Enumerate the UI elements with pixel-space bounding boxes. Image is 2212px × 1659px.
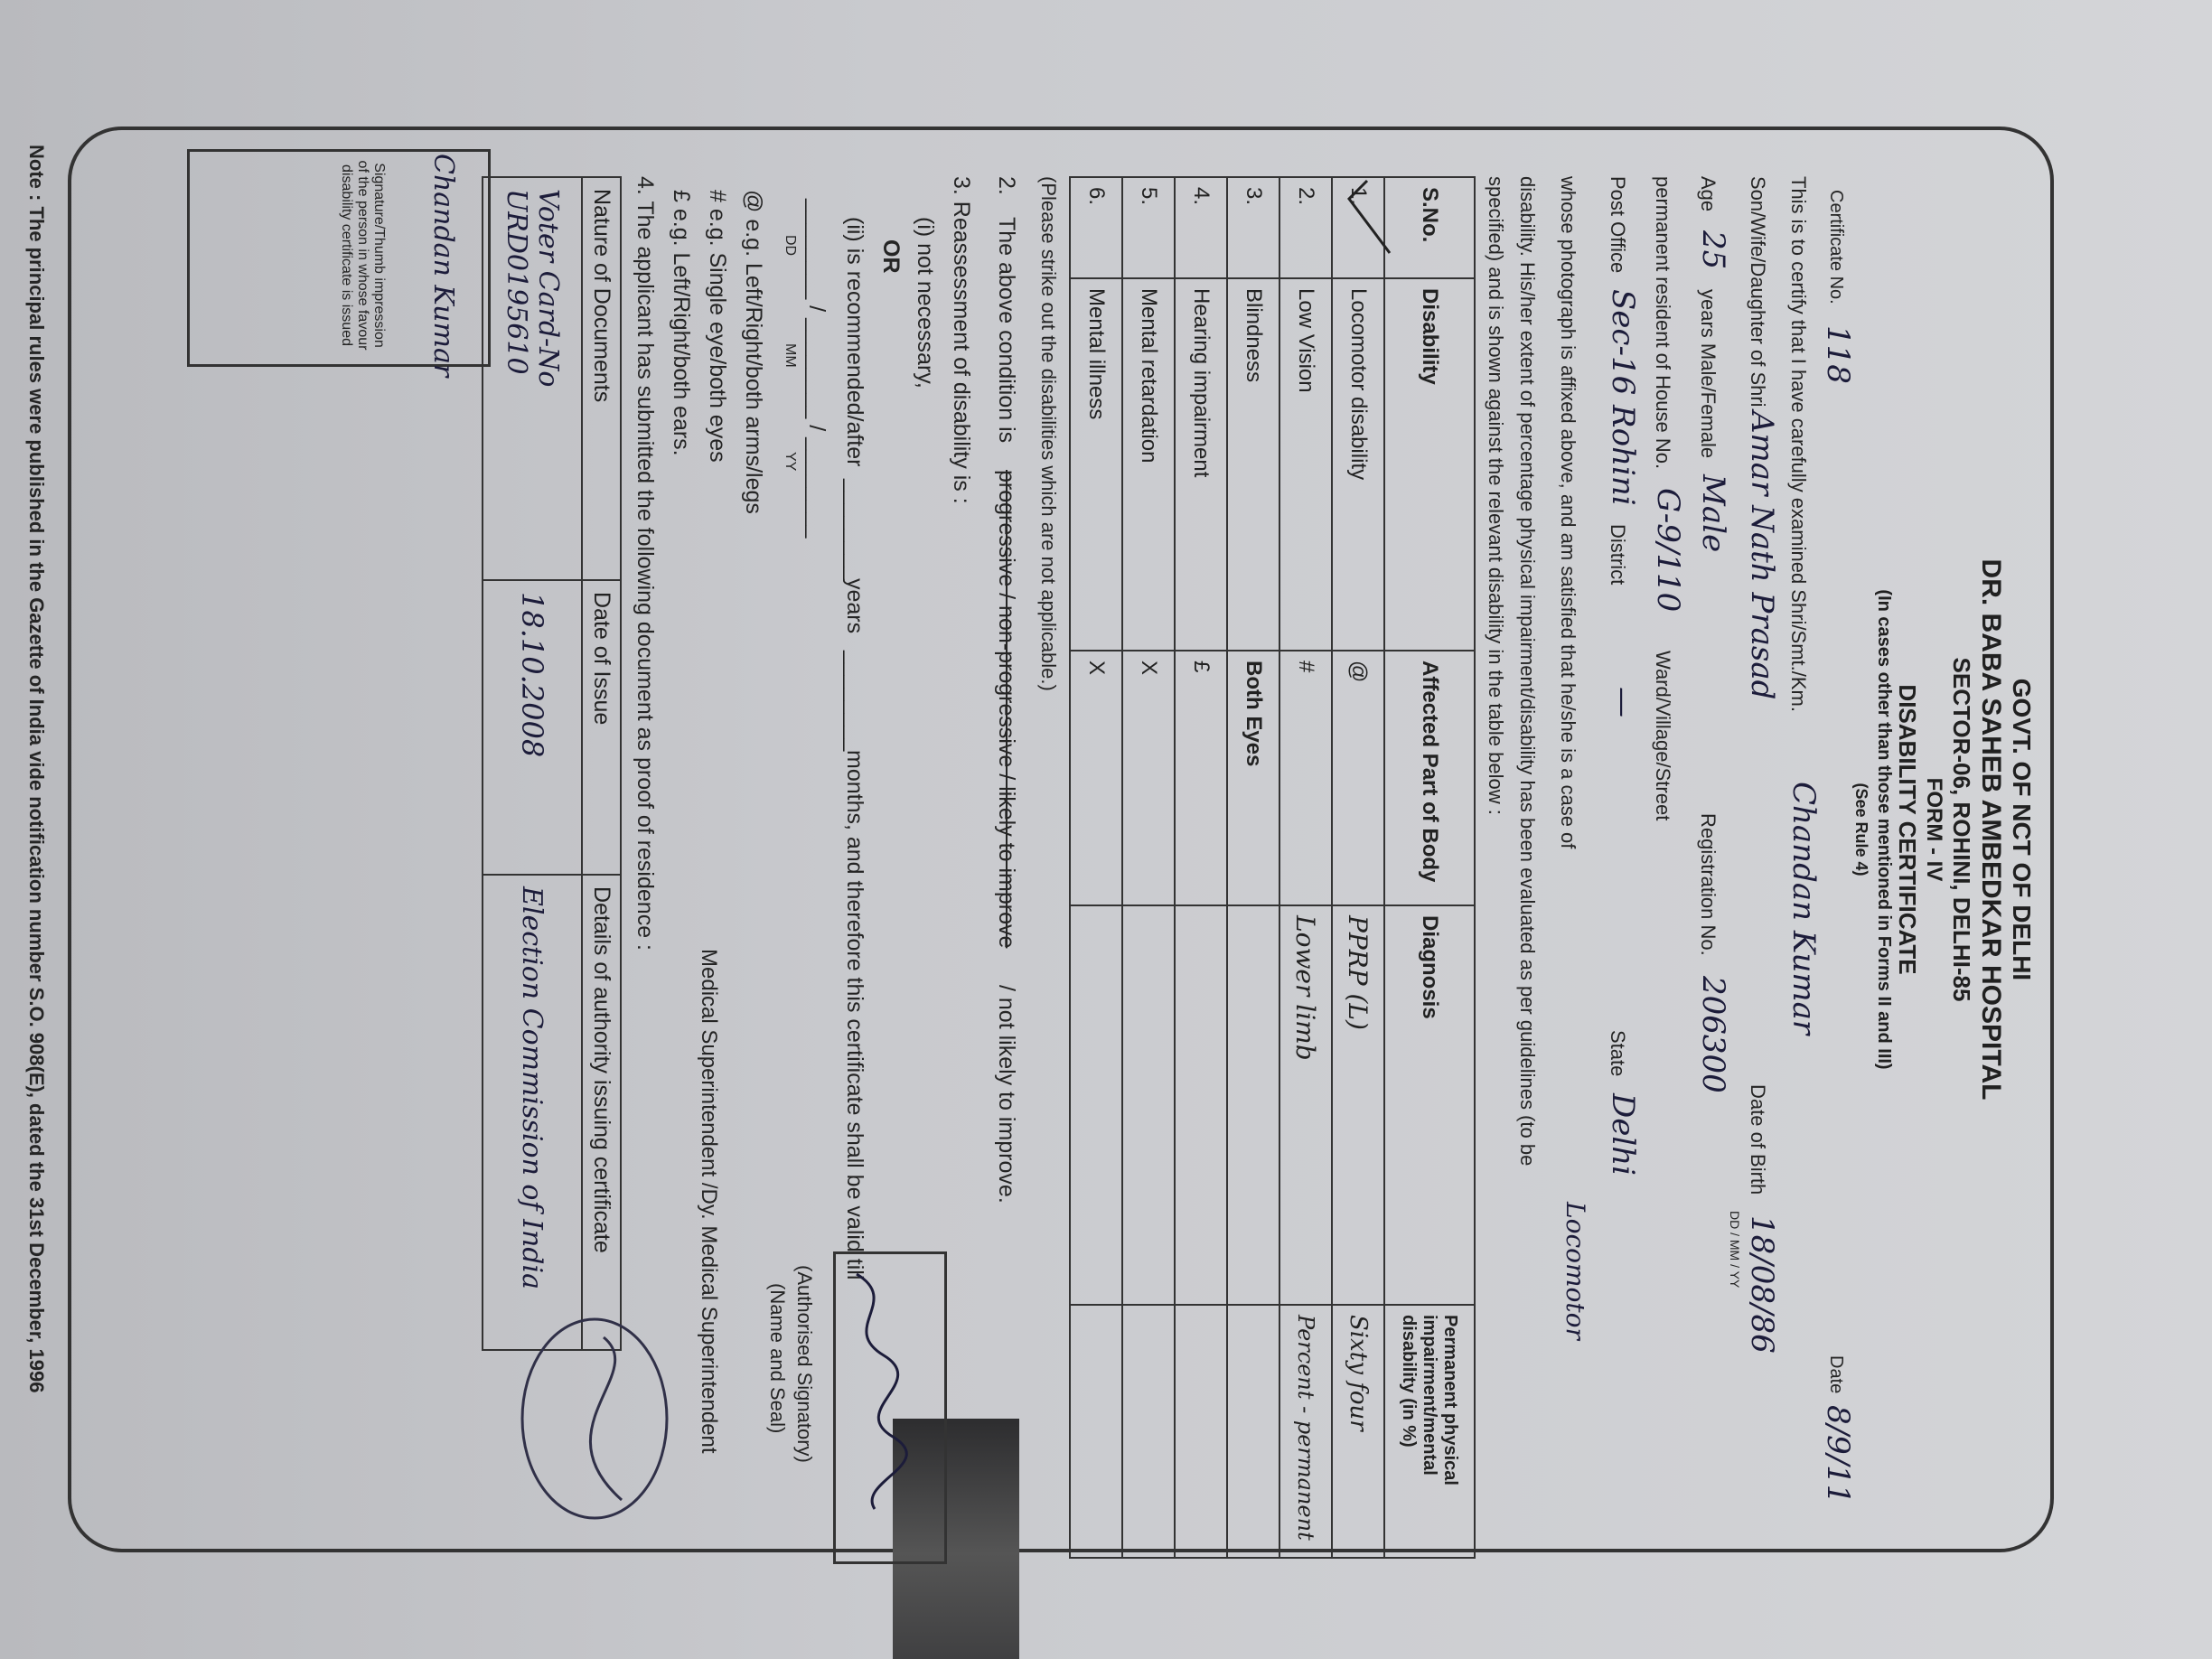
gender-value: Male <box>1695 474 1731 553</box>
row-part: # <box>1279 651 1332 905</box>
paragraph-4: 4. The applicant has submitted the following document as proof of residence : <box>633 176 658 951</box>
row-part: X <box>1070 651 1122 905</box>
certificate-sheet: GOVT. OF NCT OF DELHI DR. BABA SAHEB AMBEDKAR HOSPITAL SECTOR-06, ROHINI, DELHI-85 FORM - IV DISABILITY CERTIFICATE (In cases other than those mentioned in Forms II and III) (See Rule 4) Certificate No. 118 Date 8/9/11 This is to certify that I have carefully examined Shri/Smt./Km. Chandan Kumar Son/Wife/Daughter of Shri Amar Nath Prasad Date of Birth 18/08/86 DD / MM / YY Age 25 years Male/Female Male Registration No. 206300 permanent resident of House No. G-9/110 Ward/Village/Street Post Office Sec-16 Rohini District — State Delhi whose photograph is affixed above, and am satisfied that he/she is a case of Locomotor disability. His/her extent of percentage physical impairment/disability has been evaluated as per guidelines (to be specified) and is shown against the relevant disability in the table below : S.No. Disability Affected Part of Body Diagnosis Permanent physical impairment/mental disability (in %) 1. Locomotor disability @ PPRP (L) Sixty four 2. Low Vision # Lower limb Percent - permanent 3. Blindness Both Eyes 4. Hearing impairment £ 5. Mental retardation X 6. Mental illness X (Please strike out the disabilities which are not applicable.) 2. The above condition is progressive / non-progressive / likely to improve / not likely to improve. 3. Reassessment of disability is : (i) not necessary, OR (ii) is recommended/after ________ years ________ months, and therefore this certificate shall be valid till ________ / ________ / ________ DD MM YY @ e.g. Left/Right/both arms/legs # e.g. Single eye/both eyes £ e.g. Left/Right/both ears. 4. The applicant has submitted the following document as proof of residence : Nature of Documents Date of Issue Details of authority issuing certificate Voter Card-No URD0195610 18.10.2008 Election Commission of India (Authorised Signatory) (Name and Seal) Medical Superintendent /Dy. Medical Superintendent Chandan Kumar Signature/Thumb impression of the person in whose favour disability certificate is issued Note : The principal rules were published in the Gazette of India vide notification number S.O. 908(E), dated the 31st December, 1996 <box>0 0 2212 1659</box>
official-seal <box>504 1301 685 1536</box>
evaluation-line: disability. His/her extent of percentage physical impairment/disability has been evaluated as per guidelines (to be <box>1516 176 1539 1167</box>
patient-name: Chandan Kumar <box>1786 782 1822 1036</box>
certify-line: This is to certify that I have carefully examined Shri/Smt./Km. <box>1787 176 1810 712</box>
or-label: OR <box>878 239 904 274</box>
thumb-caption: Signature/Thumb impression of the person in whose favour disability certificate is issued <box>339 160 387 351</box>
header-disability: Disability <box>1384 278 1475 651</box>
table-row <box>1070 177 1122 1558</box>
date-label: Date <box>1826 1355 1846 1394</box>
row-percent: Percent - permanent <box>1279 1305 1332 1558</box>
document-authority: Election Commission of India <box>483 875 582 1350</box>
header-percent: Permanent physical impairment/mental disability (in %) <box>1384 1305 1475 1558</box>
header-hospital: DR. BABA SAHEB AMBEDKAR HOSPITAL <box>1976 558 2006 1101</box>
header-affected-part: Affected Part of Body <box>1384 651 1475 905</box>
header-nature-of-documents: Nature of Documents <box>582 177 621 580</box>
header-sno: S.No. <box>1384 177 1475 278</box>
table-row <box>483 177 582 1350</box>
row-disability: Hearing impairment <box>1175 278 1227 651</box>
reassessment-not-necessary: (i) not necessary, <box>913 217 938 389</box>
row-percent <box>1122 1305 1175 1558</box>
row-diagnosis: PPRP (L) <box>1332 905 1384 1305</box>
row-diagnosis <box>1175 905 1227 1305</box>
document-date: 18.10.2008 <box>483 580 582 875</box>
registration-label: Registration No. <box>1697 813 1720 956</box>
row-percent: Sixty four <box>1332 1305 1384 1558</box>
row-percent <box>1070 1305 1122 1558</box>
mm-label: MM <box>783 343 798 368</box>
row-disability: Mental retardation <box>1122 278 1175 651</box>
post-office-value: Sec-16 Rohini <box>1605 289 1641 506</box>
state-label: State <box>1607 1030 1629 1077</box>
strike-note: (Please strike out the disabilities which are not applicable.) <box>1037 176 1060 691</box>
authority-signature <box>830 1265 911 1518</box>
yy-label: YY <box>783 452 798 472</box>
house-no: G-9/110 <box>1650 488 1686 613</box>
row-diagnosis <box>1070 905 1122 1305</box>
years-label: years <box>842 578 867 634</box>
dob-units: DD / MM / YY <box>1728 1211 1742 1289</box>
table-row <box>1332 177 1384 1558</box>
row-diagnosis: Lower limb <box>1279 905 1332 1305</box>
post-office-label: Post Office <box>1607 176 1629 274</box>
row-percent <box>1227 1305 1279 1558</box>
paragraph-2-struck-options: progressive / non-progressive / likely to improve <box>994 470 1019 949</box>
table-intro-line: specified) and is shown against the relevant disability in the table below : <box>1485 176 1507 815</box>
example-ears: £ e.g. Left/Right/both ears. <box>669 190 694 456</box>
header-govt: GOVT. OF NCT OF DELHI <box>2008 678 2036 981</box>
row-sno: 3. <box>1227 177 1279 278</box>
date-value: 8/9/11 <box>1820 1405 1856 1504</box>
row-sno: 2. <box>1279 177 1332 278</box>
paragraph-2-number: 2. <box>994 176 1019 195</box>
header-subtitle: (In cases other than those mentioned in Forms II and III) <box>1874 589 1894 1070</box>
header-title: DISABILITY CERTIFICATE <box>1894 684 1921 975</box>
row-part: Both Eyes <box>1227 651 1279 905</box>
photograph-line: whose photograph is affixed above, and am satisfied that he/she is a case of <box>1557 176 1579 849</box>
footer-note: Note : The principal rules were published in the Gazette of India vide notification number S.O. 908(E), dated the 31st December, 1996 <box>25 145 48 1393</box>
row-part: @ <box>1332 651 1384 905</box>
row-percent <box>1175 1305 1227 1558</box>
row-disability: Mental illness <box>1070 278 1122 651</box>
header-authority: Details of authority issuing certificate <box>582 875 621 1350</box>
state-value: Delhi <box>1605 1093 1641 1176</box>
validity-text: months, and therefore this certificate shall be valid till <box>842 750 867 1280</box>
age-gender-label: years Male/Female <box>1697 289 1720 459</box>
header-date-of-issue: Date of Issue <box>582 580 621 875</box>
table-row <box>1279 177 1332 1558</box>
father-name: Amar Nath Prasad <box>1744 411 1780 700</box>
document-details: Voter Card-No URD0195610 <box>483 177 582 580</box>
row1-tick-mark <box>1340 176 1394 258</box>
age-value: 25 <box>1695 230 1731 270</box>
registration-value: 206300 <box>1695 976 1731 1093</box>
row-diagnosis <box>1227 905 1279 1305</box>
ward-label: Ward/Village/Street <box>1652 651 1674 821</box>
row-sno: 4. <box>1175 177 1227 278</box>
residence-table-header <box>582 177 621 1350</box>
district-value: — <box>1605 687 1641 717</box>
row-sno: 5. <box>1122 177 1175 278</box>
row-disability: Locomotor disability <box>1332 278 1384 651</box>
header-form: FORM - IV <box>1922 777 1946 882</box>
row-part: X <box>1122 651 1175 905</box>
row-part: £ <box>1175 651 1227 905</box>
authorised-signatory-label: (Authorised Signatory) <box>793 1265 816 1463</box>
dob-value: 18/08/86 <box>1744 1215 1780 1354</box>
dd-label: DD <box>783 235 798 257</box>
header-rule: (See Rule 4) <box>1852 783 1870 876</box>
dob-label: Date of Birth <box>1747 1084 1769 1195</box>
age-label: Age <box>1697 176 1720 212</box>
residence-table <box>482 176 622 1351</box>
header-diagnosis: Diagnosis <box>1384 905 1475 1305</box>
paragraph-2-text-a: The above condition is <box>994 217 1019 444</box>
table-row <box>1175 177 1227 1558</box>
disability-table <box>1069 176 1476 1559</box>
row-diagnosis <box>1122 905 1175 1305</box>
name-and-seal-label: (Name and Seal) <box>766 1283 789 1434</box>
paragraph-3: 3. Reassessment of disability is : <box>949 176 974 504</box>
paragraph-2-text-b: / not likely to improve. <box>994 985 1019 1204</box>
certificate-no-value: 118 <box>1820 325 1856 384</box>
example-eyes: # e.g. Single eye/both eyes <box>705 190 730 463</box>
medical-superintendent-label: Medical Superintendent /Dy. Medical Superintendent <box>697 949 721 1454</box>
reassessment-recommended: (ii) is recommended/after <box>842 217 867 467</box>
row-sno: 1. <box>1332 177 1384 278</box>
example-arms-legs: @ e.g. Left/Right/both arms/legs <box>741 190 766 514</box>
table-row <box>1227 177 1279 1558</box>
header-address: SECTOR-06, ROHINI, DELHI-85 <box>1948 657 1975 1002</box>
table-row <box>1122 177 1175 1558</box>
row-disability: Low Vision <box>1279 278 1332 651</box>
certificate-no-label: Certificate No. <box>1826 190 1846 305</box>
disability-table-header <box>1384 177 1475 1558</box>
row-disability: Blindness <box>1227 278 1279 651</box>
applicant-signature: Chandan Kumar <box>427 154 459 378</box>
row-sno: 6. <box>1070 177 1122 278</box>
residence-label: permanent resident of House No. <box>1652 176 1674 470</box>
son-of-label: Son/Wife/Daughter of Shri <box>1747 176 1769 408</box>
case-of-value: Locomotor <box>1561 1202 1590 1340</box>
district-label: District <box>1607 524 1629 586</box>
